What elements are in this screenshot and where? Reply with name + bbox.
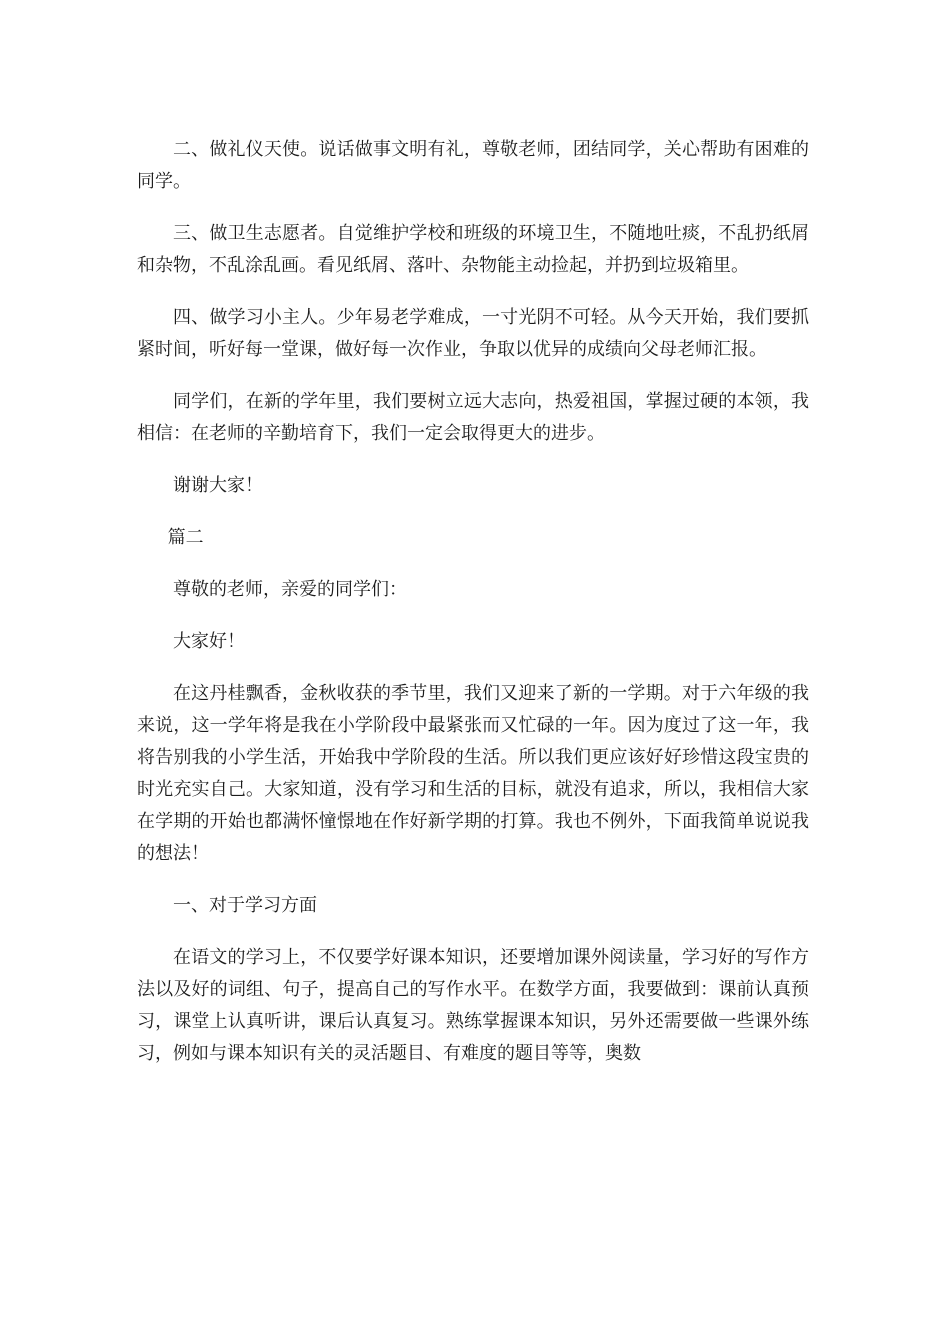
document-page <box>137 134 809 1090</box>
paragraph-etiquette: 二、做礼仪天使。说话做事文明有礼，尊敬老师，团结同学，关心帮助有困难的同学。 <box>137 139 809 192</box>
section-title: 篇二 <box>167 527 204 548</box>
paragraph-study: 四、做学习小主人。少年易老学难成，一寸光阴不可轻。从今天开始，我们要抓紧时间，听好每一堂课，做好每一次作业，争取以优异的成绩向父母老师汇报。 <box>137 307 809 360</box>
paragraph-hello: 大家好！ <box>173 631 245 652</box>
paragraph-subheading: 一、对于学习方面 <box>173 895 317 916</box>
paragraph-thanks: 谢谢大家！ <box>173 475 263 496</box>
paragraph-closing: 同学们，在新的学年里，我们要树立远大志向，热爱祖国，掌握过硬的本领，我相信：在老师的辛勤培育下，我们一定会取得更大的进步。 <box>137 391 809 444</box>
paragraph-hygiene: 三、做卫生志愿者。自觉维护学校和班级的环境卫生，不随地吐痰，不乱扔纸屑和杂物，不乱涂乱画。看见纸屑、落叶、杂物能主动捡起，并扔到垃圾箱里。 <box>137 223 809 276</box>
paragraph-greeting: 尊敬的老师，亲爱的同学们： <box>173 579 407 600</box>
paragraph-intro: 在这丹桂飘香，金秋收获的季节里，我们又迎来了新的一学期。对于六年级的我来说，这一学年将是我在小学阶段中最紧张而又忙碌的一年。因为度过了这一年，我将告别我的小学生活，开始我中学阶段的生活。所以我们更应该好好珍惜这段宝贵的时光充实自己。大家知道，没有学习和生活的目标，就没有追求，所以，我相信大家在学期的开始也都满怀憧憬地在作好新学期的打算。我也不例外，下面我简单说说我的想法！ <box>137 683 809 864</box>
paragraph-learning: 在语文的学习上，不仅要学好课本知识，还要增加课外阅读量，学习好的写作方法以及好的词组、句子，提高自己的写作水平。在数学方面，我要做到：课前认真预习，课堂上认真听讲，课后认真复习。熟练掌握课本知识，另外还需要做一些课外练习，例如与课本知识有关的灵活题目、有难度的题目等等，奥数 <box>137 947 809 1064</box>
